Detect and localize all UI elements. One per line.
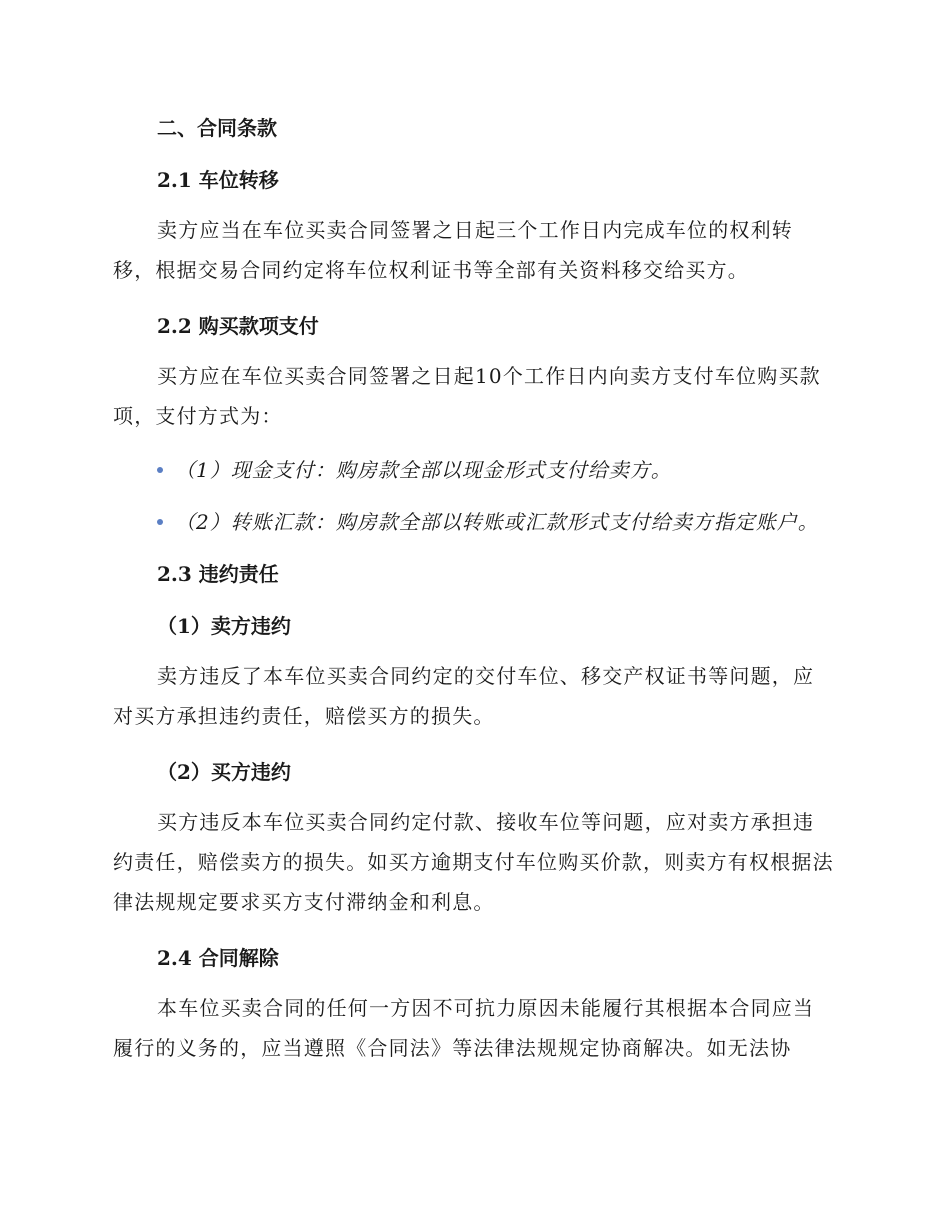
paragraph-2-4: 本车位买卖合同的任何一方因不可抗力原因未能履行其根据本合同应当履行的义务的，应当遵照《合同法》等法律法规规定协商解决。如无法协: [113, 996, 815, 1060]
subheading-seller-breach: （1）卖方违约: [157, 614, 291, 638]
section-heading-contract-terms: 二、合同条款: [157, 116, 277, 140]
paragraph-2-1: 卖方应当在车位买卖合同签署之日起三个工作日内完成车位的权利转移，根据交易合同约定将车位权利证书等全部有关资料移交给买方。: [113, 218, 793, 282]
bullet-item-cash: [157, 456, 672, 484]
paragraph-buyer-breach: 买方违反本车位买卖合同约定付款、接收车位等问题，应对卖方承担违约责任，赔偿卖方的损失。如买方逾期支付车位购买价款，则卖方有权根据法律法规规定要求买方支付滞纳金和利息。: [113, 810, 834, 914]
subheading-buyer-breach: （2）买方违约: [157, 760, 291, 784]
bullet-dot-icon: [157, 467, 163, 473]
heading-2-4: 2.4 合同解除: [157, 946, 279, 970]
bullet-text: （1）现金支付：购房款全部以现金形式支付给卖方。: [175, 458, 672, 482]
bullet-text: （2）转账汇款：购房款全部以转账或汇款形式支付给卖方指定账户。: [175, 510, 819, 534]
paragraph-seller-breach: 卖方违反了本车位买卖合同约定的交付车位、移交产权证书等问题，应对买方承担违约责任，赔偿买方的损失。: [113, 664, 815, 728]
bullet-dot-icon: [157, 519, 163, 525]
heading-2-1: 2.1 车位转移: [157, 168, 279, 192]
heading-2-3: 2.3 违约责任: [157, 562, 279, 586]
bullet-item-transfer: [157, 508, 819, 536]
paragraph-2-2: 买方应在车位买卖合同签署之日起10个工作日内向卖方支付车位购买款项，支付方式为：: [113, 364, 821, 428]
heading-2-2: 2.2 购买款项支付: [157, 314, 319, 338]
